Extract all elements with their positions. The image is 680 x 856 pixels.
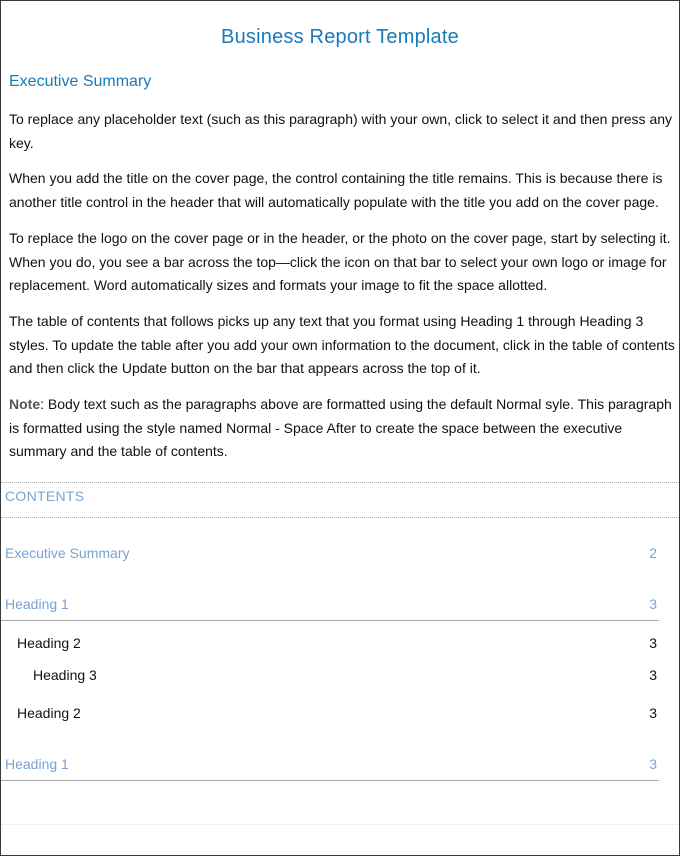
toc-entry-page: 2	[649, 545, 657, 561]
toc-entry[interactable]	[5, 705, 657, 721]
toc-entry[interactable]	[5, 545, 657, 561]
executive-summary-heading[interactable]: Executive Summary	[9, 73, 152, 90]
toc-entry-page: 3	[649, 705, 657, 721]
toc-entry[interactable]	[5, 756, 657, 772]
body-paragraph[interactable]: When you add the title on the cover page, the control containing the title remains. This is because there is another title control in the header that will automatically populate with the title you add on the cover page.	[9, 170, 663, 210]
toc-entry-text: Heading 3	[33, 667, 97, 683]
heading-1-underline	[1, 780, 659, 781]
document-title[interactable]: Business Report Template	[221, 26, 459, 48]
body-paragraph[interactable]: To replace the logo on the cover page or in the header, or the photo on the cover page, start by selecting it. When you do, you see a bar across the top—click the icon on that bar to select your own logo or image for replacement. Word automatically sizes and formats your image to fit the space allotted.	[9, 230, 671, 293]
toc-title[interactable]: CONTENTS	[5, 488, 85, 504]
note-paragraph[interactable]	[9, 393, 677, 464]
toc-entry[interactable]	[5, 635, 657, 651]
toc-entry[interactable]	[5, 596, 657, 612]
body-paragraph[interactable]: The table of contents that follows picks up any text that you format using Heading 1 through Heading 3 styles. To update the table after you add your own information to the document, click in the table of contents and then click the Update button on the bar that appears across the top of it.	[9, 313, 675, 376]
toc-entry-page: 3	[649, 667, 657, 683]
toc-entry-page: 3	[649, 756, 657, 772]
toc-entry-text: Heading 2	[17, 705, 81, 721]
toc-entry[interactable]	[5, 667, 657, 683]
toc-top-divider	[1, 482, 679, 483]
toc-entry-text: Heading 1	[5, 756, 69, 772]
body-paragraph[interactable]: To replace any placeholder text (such as this paragraph) with your own, click to select it and then press any key.	[9, 111, 673, 151]
toc-entry-text: Heading 1	[5, 596, 69, 612]
toc-title-divider	[1, 517, 679, 518]
toc-entry-page: 3	[649, 635, 657, 651]
toc-entry-text: Executive Summary	[5, 545, 130, 561]
heading-1-underline	[1, 620, 659, 621]
note-label: Note	[9, 396, 41, 412]
toc-entry-text: Heading 2	[17, 635, 81, 651]
page-bottom-divider	[1, 824, 679, 825]
note-text: : Body text such as the paragraphs above are formatted using the default Normal syle. This paragraph is formatted using the style named Normal - Space After to create the space between the executive summary and the table of contents.	[9, 396, 672, 459]
toc-entry-page: 3	[649, 596, 657, 612]
